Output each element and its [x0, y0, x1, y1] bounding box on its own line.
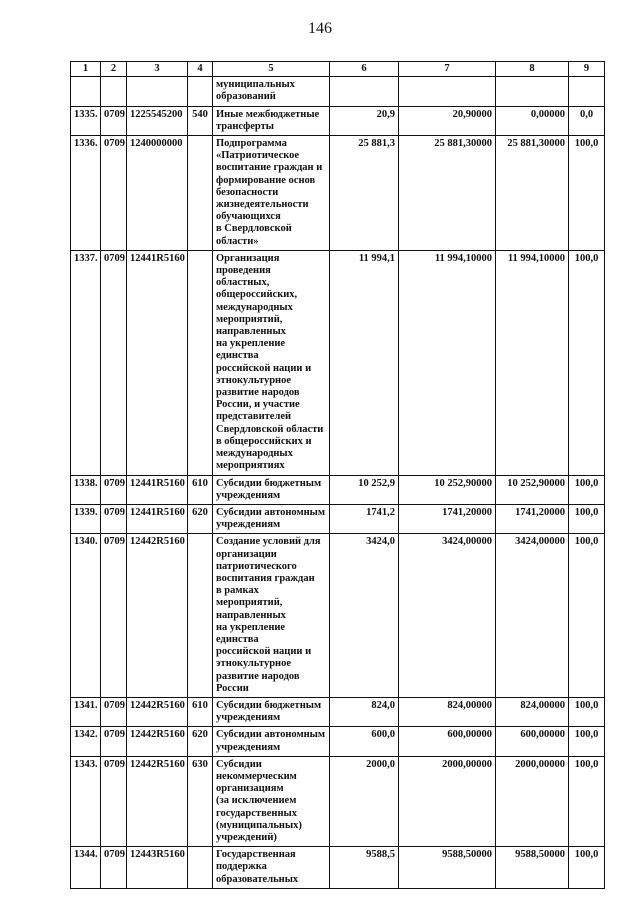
actual-amount	[496, 77, 569, 106]
planned-amount: 3424,0	[330, 534, 399, 698]
table-row	[71, 77, 605, 106]
target-article-code: 12442R5160	[127, 756, 188, 846]
executed-amount: 11 994,10000	[399, 250, 496, 475]
expense-type-code: 610	[188, 697, 213, 726]
expense-type-code	[188, 136, 213, 251]
row-number: 1342.	[71, 727, 101, 756]
planned-amount: 9588,5	[330, 847, 399, 889]
expense-type-code	[188, 534, 213, 698]
row-number: 1339.	[71, 504, 101, 533]
section-code: 0709	[101, 847, 127, 889]
execution-percent: 100,0	[569, 136, 605, 251]
row-number: 1341.	[71, 697, 101, 726]
execution-percent: 100,0	[569, 250, 605, 475]
executed-amount	[399, 77, 496, 106]
target-article-code	[127, 77, 188, 106]
planned-amount: 10 252,9	[330, 475, 399, 504]
execution-percent: 100,0	[569, 697, 605, 726]
item-name: Подпрограмма «Патриотическое воспитание граждан и формирование основ безопасности жизнедеятельности обучающихся в Свердловской области»	[213, 136, 330, 251]
target-article-code: 1225545200	[127, 106, 188, 135]
section-code: 0709	[101, 106, 127, 135]
planned-amount: 1741,2	[330, 504, 399, 533]
executed-amount: 824,00000	[399, 697, 496, 726]
actual-amount: 824,00000	[496, 697, 569, 726]
table-row	[71, 847, 605, 889]
item-name: Субсидии бюджетным учреждениям	[213, 475, 330, 504]
table-row	[71, 697, 605, 726]
actual-amount: 2000,00000	[496, 756, 569, 846]
planned-amount: 25 881,3	[330, 136, 399, 251]
table-row	[71, 250, 605, 475]
executed-amount: 1741,20000	[399, 504, 496, 533]
item-name: Организация проведения областных, общероссийских, международных мероприятий, направленных на укрепление единства российской нации и этнокультурное развитие народов России, и участие представителей Свердловской области в общероссийских и международных мероприятиях	[213, 250, 330, 475]
section-code: 0709	[101, 756, 127, 846]
column-header: 1	[71, 62, 101, 77]
section-code: 0709	[101, 504, 127, 533]
column-header: 9	[569, 62, 605, 77]
executed-amount: 600,00000	[399, 727, 496, 756]
planned-amount: 2000,0	[330, 756, 399, 846]
item-name: Субсидии автономным учреждениям	[213, 727, 330, 756]
execution-percent: 100,0	[569, 756, 605, 846]
section-code: 0709	[101, 475, 127, 504]
item-name: Субсидии автономным учреждениям	[213, 504, 330, 533]
executed-amount: 9588,50000	[399, 847, 496, 889]
planned-amount: 600,0	[330, 727, 399, 756]
actual-amount: 25 881,30000	[496, 136, 569, 251]
column-header: 5	[213, 62, 330, 77]
target-article-code: 12441R5160	[127, 504, 188, 533]
section-code: 0709	[101, 136, 127, 251]
target-article-code: 12441R5160	[127, 475, 188, 504]
table-row	[71, 106, 605, 135]
item-name: муниципальных образований	[213, 77, 330, 106]
section-code: 0709	[101, 697, 127, 726]
column-header: 6	[330, 62, 399, 77]
page-number: 146	[308, 20, 332, 37]
target-article-code: 12441R5160	[127, 250, 188, 475]
row-number: 1344.	[71, 847, 101, 889]
table-body	[71, 77, 605, 889]
executed-amount: 20,90000	[399, 106, 496, 135]
actual-amount: 600,00000	[496, 727, 569, 756]
expense-type-code: 540	[188, 106, 213, 135]
table-row	[71, 136, 605, 251]
column-header: 4	[188, 62, 213, 77]
expense-type-code	[188, 250, 213, 475]
target-article-code: 12443R5160	[127, 847, 188, 889]
column-header: 2	[101, 62, 127, 77]
executed-amount: 3424,00000	[399, 534, 496, 698]
item-name: Субсидии некоммерческим организациям (за исключением государственных (муниципальных) учреждений)	[213, 756, 330, 846]
table-row	[71, 534, 605, 698]
execution-percent: 100,0	[569, 475, 605, 504]
actual-amount: 0,00000	[496, 106, 569, 135]
row-number: 1337.	[71, 250, 101, 475]
item-name: Государственная поддержка образовательных	[213, 847, 330, 889]
expense-type-code	[188, 77, 213, 106]
planned-amount	[330, 77, 399, 106]
item-name: Иные межбюджетные трансферты	[213, 106, 330, 135]
row-number: 1336.	[71, 136, 101, 251]
actual-amount: 1741,20000	[496, 504, 569, 533]
execution-percent	[569, 77, 605, 106]
planned-amount: 20,9	[330, 106, 399, 135]
item-name: Субсидии бюджетным учреждениям	[213, 697, 330, 726]
actual-amount: 9588,50000	[496, 847, 569, 889]
row-number: 1335.	[71, 106, 101, 135]
planned-amount: 11 994,1	[330, 250, 399, 475]
section-code: 0709	[101, 727, 127, 756]
execution-percent: 0,0	[569, 106, 605, 135]
execution-percent: 100,0	[569, 727, 605, 756]
actual-amount: 3424,00000	[496, 534, 569, 698]
row-number: 1340.	[71, 534, 101, 698]
column-header: 7	[399, 62, 496, 77]
target-article-code: 12442R5160	[127, 727, 188, 756]
planned-amount: 824,0	[330, 697, 399, 726]
table-header-row	[71, 62, 605, 77]
target-article-code: 12442R5160	[127, 534, 188, 698]
expense-type-code: 610	[188, 475, 213, 504]
expense-type-code: 620	[188, 504, 213, 533]
execution-percent: 100,0	[569, 847, 605, 889]
actual-amount: 11 994,10000	[496, 250, 569, 475]
section-code	[101, 77, 127, 106]
execution-percent: 100,0	[569, 504, 605, 533]
target-article-code: 1240000000	[127, 136, 188, 251]
expense-type-code	[188, 847, 213, 889]
row-number	[71, 77, 101, 106]
table-row	[71, 756, 605, 846]
item-name: Создание условий для организации патриотического воспитания граждан в рамках мероприятий, направленных на укрепление единства российской нации и этнокультурное развитие народов России	[213, 534, 330, 698]
budget-table	[70, 61, 605, 889]
executed-amount: 10 252,90000	[399, 475, 496, 504]
expense-type-code: 620	[188, 727, 213, 756]
row-number: 1338.	[71, 475, 101, 504]
section-code: 0709	[101, 534, 127, 698]
column-header: 3	[127, 62, 188, 77]
table-row	[71, 727, 605, 756]
executed-amount: 25 881,30000	[399, 136, 496, 251]
column-header: 8	[496, 62, 569, 77]
execution-percent: 100,0	[569, 534, 605, 698]
expense-type-code: 630	[188, 756, 213, 846]
actual-amount: 10 252,90000	[496, 475, 569, 504]
table-row	[71, 504, 605, 533]
section-code: 0709	[101, 250, 127, 475]
target-article-code: 12442R5160	[127, 697, 188, 726]
table-row	[71, 475, 605, 504]
executed-amount: 2000,00000	[399, 756, 496, 846]
row-number: 1343.	[71, 756, 101, 846]
